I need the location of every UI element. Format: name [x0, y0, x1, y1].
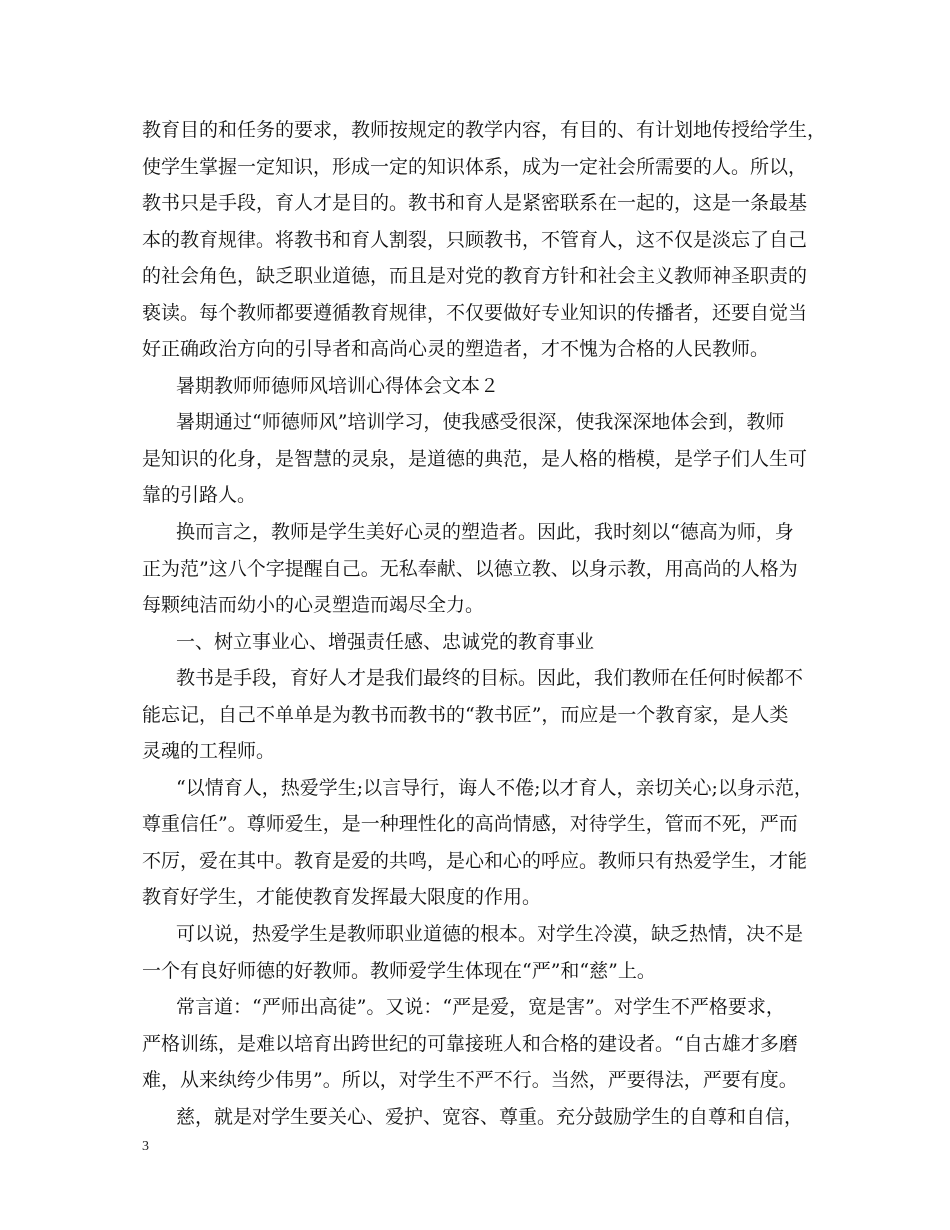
text-line: 是知识的化身，是智慧的灵泉，是道德的典范，是人格的楷模，是学子们人生可 [142, 447, 808, 470]
text-line: 可以说，热爱学生是教师职业道德的根本。对学生冷漠，缺乏热情，决不是 [176, 923, 804, 946]
text-line: 亵读。每个教师都要遵循教育规律，不仅要做好专业知识的传播者，还要自觉当 [142, 301, 808, 324]
text-line: “以情育人，热爱学生;以言导行，诲人不倦;以才育人，亲切关心;以身示范， [176, 776, 813, 799]
text-line: 一个有良好师德的好教师。教师爱学生体现在“严”和“慈”上。 [142, 959, 656, 982]
text-line: 换而言之，教师是学生美好心灵的塑造者。因此，我时刻以“德高为师，身 [176, 521, 794, 544]
text-line: 难，从来纨绔少伟男”。所以，对学生不严不行。当然，严要得法，严要有度。 [142, 1069, 798, 1092]
text-line: 暑期通过“师德师风”培训学习，使我感受很深，使我深深地体会到，教师 [176, 411, 785, 434]
text-line: 教书是手段，育好人才是我们最终的目标。因此，我们教师在任何时候都不 [176, 667, 804, 690]
text-line: 尊重信任”。尊师爱生，是一种理性化的高尚情感，对待学生，管而不死，严而 [142, 813, 798, 836]
text-line: 好正确政治方向的引导者和高尚心灵的塑造者，才不愧为合格的人民教师。 [142, 338, 770, 361]
text-line: 使学生掌握一定知识，形成一定的知识体系，成为一定社会所需要的人。所以， [142, 155, 808, 178]
text-line: 灵魂的工程师。 [142, 740, 276, 763]
text-line: 能忘记，自己不单单是为教书而教书的“教书匠”，而应是一个教育家，是人类 [142, 703, 789, 726]
text-line: 本的教育规律。将教书和育人割裂，只顾教书，不管育人，这不仅是淡忘了自己 [142, 228, 808, 251]
text-line: 每颗纯洁而幼小的心灵塑造而竭尽全力。 [142, 594, 485, 617]
text-line: 慈，就是对学生要关心、爱护、宽容、尊重。充分鼓励学生的自尊和自信， [176, 1105, 804, 1128]
text-line: 暑期教师师德师风培训心得体会文本２ [176, 374, 500, 397]
text-line: 的社会角色，缺乏职业道德，而且是对党的教育方针和社会主义教师神圣职责的 [142, 265, 808, 288]
text-line: 靠的引路人。 [142, 484, 257, 507]
text-line: 不厉，爱在其中。教育是爱的共鸣，是心和心的呼应。教师只有热爱学生，才能 [142, 849, 808, 872]
text-line: 一、树立事业心、增强责任感、忠诚党的教育事业 [176, 630, 595, 653]
text-line: 严格训练，是难以培育出跨世纪的可靠接班人和合格的建设者。“自古雄才多磨 [142, 1032, 798, 1055]
document-body [142, 112, 827, 1135]
page-number: 3 [142, 1139, 149, 1154]
text-line: 教育好学生，才能使教育发挥最大限度的作用。 [142, 886, 542, 909]
text-line: 教书只是手段，育人才是目的。教书和育人是紧密联系在一起的，这是一条最基 [142, 192, 808, 215]
text-line: 常言道：“严师出高徒”。又说：“严是爱，宽是害”。对学生不严格要求， [176, 996, 785, 1019]
text-line: 教育目的和任务的要求，教师按规定的教学内容，有目的、有计划地传授给学生， [142, 119, 827, 141]
text-line: 正为范”这八个字提醒自己。无私奉献、以德立教、以身示教，用高尚的人格为 [142, 557, 798, 580]
